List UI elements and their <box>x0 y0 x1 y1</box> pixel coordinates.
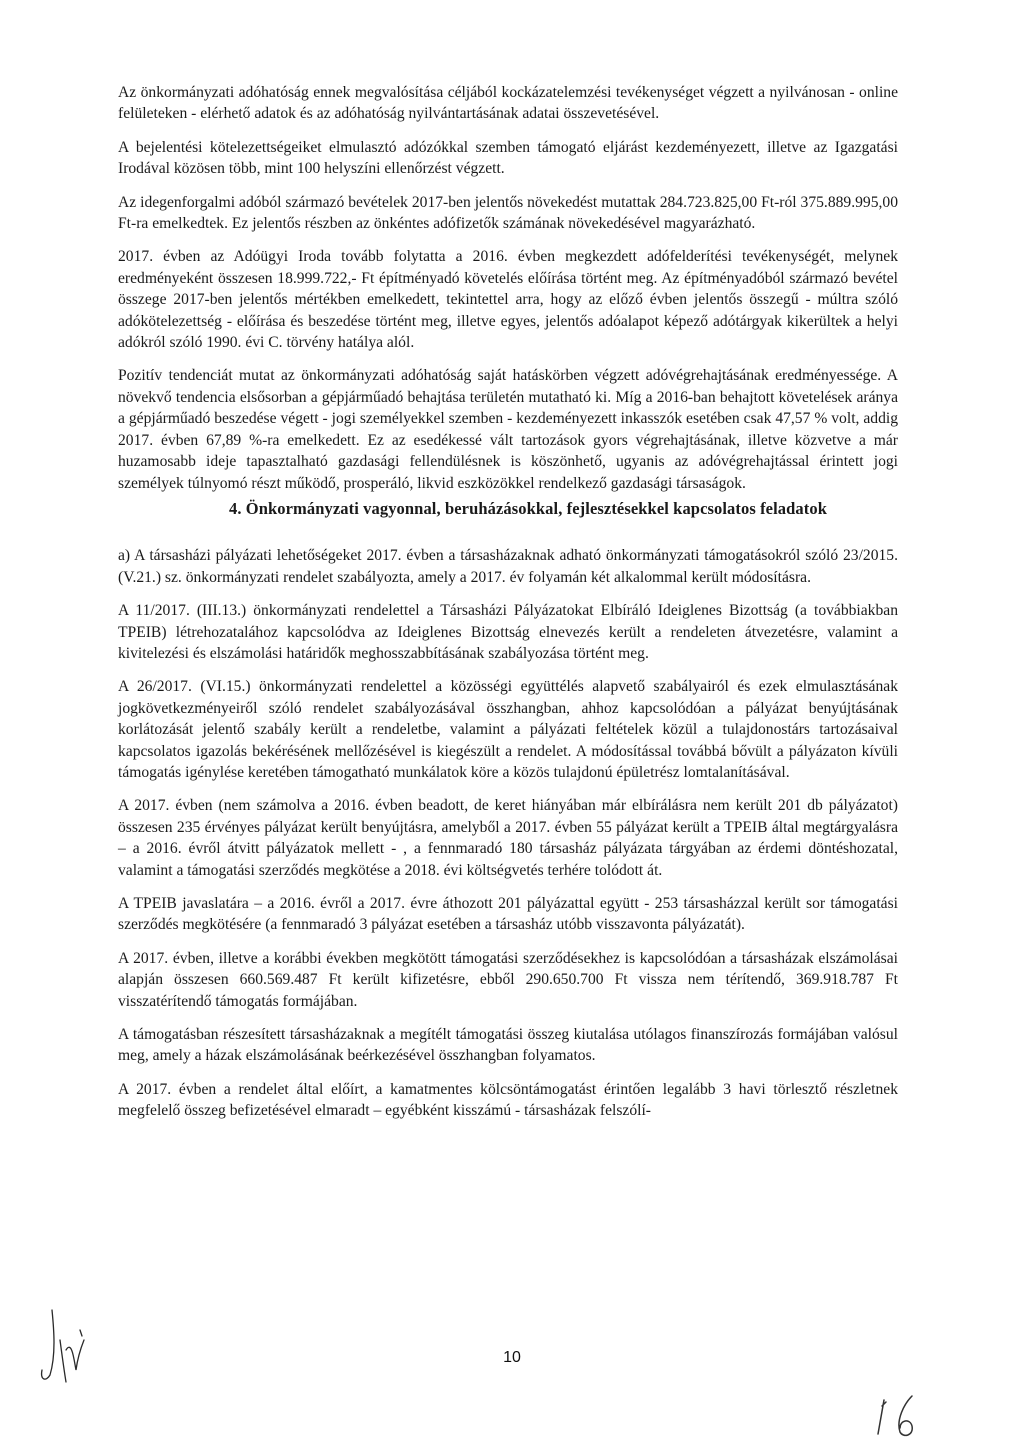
paragraph-tax-enforcement: Pozitív tendenciát mutat az önkormányzati adóhatóság saját hatáskörben végzett adóvégrehajtásának eredményessége. A növekvő tendencia elsősorban a gépjárműadó behajtása területén mutatható ki. Míg a 2016-ban behajtott követelések aránya a gépjárműadó beszedése végett - jogi személyekkel szemben - kezdeményezett inkasszók esetében csak 47,57 % volt, addig 2017. évben 67,89 %-ra emelkedett. Ez az esedékessé vált tartozások gyors végrehajtásának, illetve közvetve a már huzamosabb ideje tapasztalható gazdasági fellendülésnek is köszönhető, ugyanis az adóvégrehajtással érintett jogi személyek túlnyomó részt működő, prosperáló, likvid eszközökkel rendelkező gazdasági társaságok. <box>118 367 898 492</box>
paragraph-applications-2017: A 2017. évben (nem számolva a 2016. évben beadott, de keret hiányában már elbírálásra nem került 201 db pályázatot) összesen 235 érvényes pályázat került benyújtásra, amelyből a 2017. évben 55 pályázat került a TPEIB által megtárgyalásra – a 2016. évről átvitt pályázatok mellett - , a fennmaradó 180 társasház pályázata tárgyában az érdemi döntéshozatal, valamint a támogatási szerződés megkötése a 2018. évi költségvetés terhére tolódott át. <box>118 797 898 879</box>
document-body <box>118 82 898 1134</box>
paragraph-loan-repayment: A 2017. évben a rendelet által előírt, a kamatmentes kölcsöntámogatást érintően legalább 3 havi törlesztő részletnek megfelelő összeg befizetésével elmaradt – egyébként kisszámú - társasházak felszólí- <box>118 1080 898 1120</box>
paragraph-tourism-tax: Az idegenforgalmi adóból származó bevételek 2017-ben jelentős növekedést mutattak 284.723.825,00 Ft-ról 375.889.995,00 Ft-ra emelkedtek. Ez jelentős részben az önkéntes adófizetők számának növekedésével magyarázható. <box>118 193 898 233</box>
section-heading: 4. Önkormányzati vagyonnal, beruházásokkal, fejlesztésekkel kapcsolatos feladatok <box>229 498 827 518</box>
paragraph-payments: A 2017. évben, illetve a korábbi években megkötött támogatási szerződésekhez is kapcsolódóan a társasházak elszámolásai alapján összesen 660.569.487 Ft került kifizetésre, ebből 290.650.700 Ft vissza nem térítendő, 369.918.787 Ft visszatérítendő támogatás formájában. <box>118 949 898 1010</box>
paragraph-post-financing: A támogatásban részesített társasházaknak a megítélt támogatási összeg kiutalása utólagos finanszírozás formájában valósul meg, amely a házak elszámolásának beérkezésével összhangban folyamatos. <box>118 1026 898 1065</box>
paragraph-condominium-grants: a) A társasházi pályázati lehetőségeket 2017. évben a társasházaknak adható önkormányzati támogatásokról szóló 23/2015. (V.21.) sz. önkormányzati rendelet szabályozta, amely a 2017. év folyamán két alkalommal került módosításra. <box>118 547 898 586</box>
paragraph-reporting-obligations: A bejelentési kötelezettségeiket elmulasztó adózókkal szemben támogató eljárást kezdeményezett, illetve az Igazgatási Irodával közösen több, mint 100 helyszíni ellenőrzést végzett. <box>118 138 898 178</box>
handwritten-signature <box>30 1300 100 1390</box>
paragraph-regulation-11-2017: A 11/2017. (III.13.) önkormányzati rendelettel a Társasházi Pályázatokat Elbíráló Ideiglenes Bizottság (a továbbiakban TPEIB) létrehozatalához kapcsolódva az Ideiglenes Bizottság elnevezés került a rendeleten átvezetésre, valamint a kivitelezési és elszámolási határidők meghosszabbításának szabályozása történt meg. <box>118 602 898 662</box>
paragraph-tpeib-proposal: A TPEIB javaslatára – a 2016. évről a 2017. évre áthozott 201 pályázattal együtt - 253 társasházzal került sor támogatási szerződés megkötésére (a fennmaradó 3 pályázat esetében a társasház utóbb visszavonta pályázatát). <box>118 895 898 934</box>
handwritten-folio-number <box>870 1390 940 1440</box>
paragraph-regulation-26-2017: A 26/2017. (VI.15.) önkormányzati rendelettel a közösségi együttélés alapvető szabályairól és ezek elmulasztásának jogkövetkezményeiről szóló rendelet szabályozásával összhangban, ahhoz kapcsolódóan a pályázat benyújtásának korlátozását jelentő szabály került a rendeletbe, valamint a pályázati feltételek közül a tulajdonostárs tartozásaival kapcsolatos igazolás bekérésének mellőzésével is kiegészült a rendelet. A módosítással továbbá bővült a pályázaton kívüli támogatás igénylése keretében támogatható munkálatok köre a közös tulajdonú épületrész lomtalanításával. <box>118 678 898 781</box>
page-number: 10 <box>503 1349 521 1366</box>
paragraph-building-tax: 2017. évben az Adóügyi Iroda tovább folytatta a 2016. évben megkezdett adófelderítési tevékenységét, melynek eredményeként összesen 18.999.722,- Ft építményadó követelés előírása történt meg. Az építményadóból származó bevétel összege 2017-ben jelentős mértékben emelkedett, tekintettel arra, hogy az előző évben jelentős összegű - múltra szóló adókötelezettség - előírása és beszedése történt meg, illetve egyes, jelentős adóalapot képező adótárgyak kikerültek a helyi adókról szóló 1990. évi C. törvény hatálya alól. <box>118 248 898 352</box>
paragraph-risk-analysis: Az önkormányzati adóhatóság ennek megvalósítása céljából kockázatelemzési tevékenységet végzett a nyilvánosan - online felületeken - elérhető adatok és az adóhatóság nyilvántartásának adatai összevetésével. <box>118 84 898 123</box>
